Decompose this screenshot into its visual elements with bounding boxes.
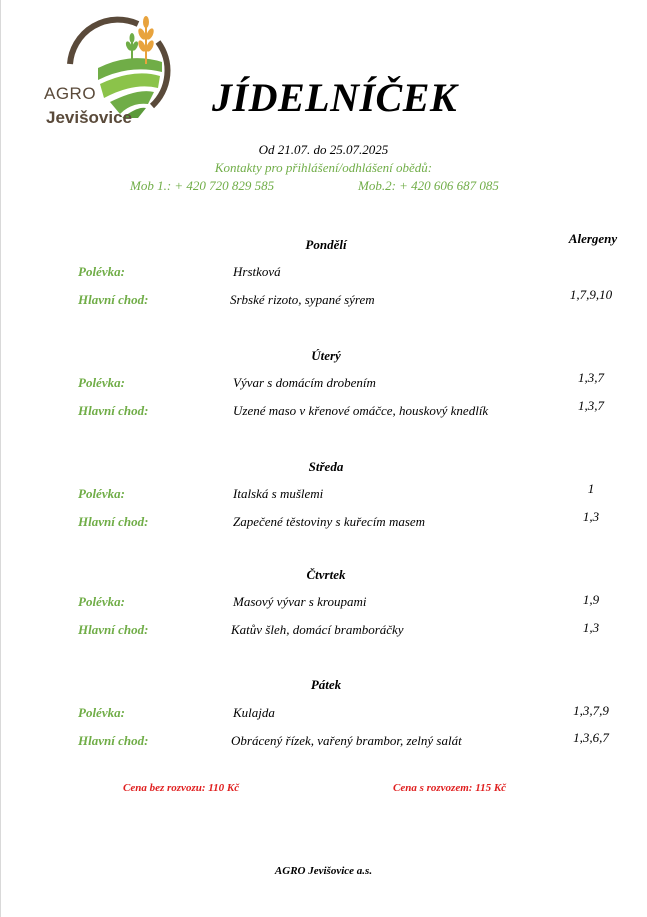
day-heading-friday: Pátek xyxy=(310,677,342,692)
mobile-2: Mob.2: + 420 606 687 085 xyxy=(358,178,499,193)
soup-label: Polévka: xyxy=(78,594,125,609)
main-dish-tuesday: Uzené maso v křenové omáčce, houskový knedlík xyxy=(233,403,489,418)
main-label: Hlavní chod: xyxy=(78,292,149,307)
main-label: Hlavní chod: xyxy=(78,622,149,637)
main-allergens-friday: 1,3,6,7 xyxy=(573,730,609,745)
soup-allergens-tuesday: 1,3,7 xyxy=(578,370,604,385)
page-title: JÍDELNÍČEK xyxy=(212,75,458,120)
contact-heading: Kontakty pro přihlášení/odhlášení obědů: xyxy=(214,160,433,175)
soup-label: Polévka: xyxy=(78,264,125,279)
logo-text-jevisovice: Jevišovice xyxy=(46,108,133,127)
soup-allergens-thursday: 1,9 xyxy=(582,592,600,607)
main-dish-thursday: Katův šleh, domácí bramboráčky xyxy=(231,622,404,637)
main-label: Hlavní chod: xyxy=(78,514,149,529)
day-heading-monday: Pondělí xyxy=(305,237,347,252)
main-allergens-tuesday: 1,3,7 xyxy=(578,398,604,413)
soup-dish-thursday: Masový vývar s kroupami xyxy=(233,594,367,609)
day-heading-tuesday: Úterý xyxy=(311,348,341,363)
main-dish-wednesday: Zapečené těstoviny s kuřecím masem xyxy=(233,514,426,529)
day-heading-wednesday: Středa xyxy=(308,459,344,474)
main-dish-monday: Srbské rizoto, sypané sýrem xyxy=(230,292,375,307)
main-allergens-monday: 1,7,9,10 xyxy=(569,287,613,302)
date-range: Od 21.07. do 25.07.2025 xyxy=(258,142,389,157)
soup-label: Polévka: xyxy=(78,375,125,390)
footer-company: AGRO Jevišovice a.s. xyxy=(274,865,373,877)
soup-dish-friday: Kulajda xyxy=(233,705,275,720)
soup-dish-tuesday: Vývar s domácím drobením xyxy=(233,375,376,390)
soup-dish-monday: Hrstková xyxy=(233,264,281,279)
main-allergens-thursday: 1,3 xyxy=(582,620,600,635)
soup-allergens-wednesday: 1 xyxy=(587,481,595,496)
main-allergens-wednesday: 1,3 xyxy=(582,509,600,524)
price-with-delivery: Cena s rozvozem: 115 Kč xyxy=(393,782,507,794)
allergens-heading: Alergeny xyxy=(568,231,618,246)
page-border xyxy=(0,0,1,917)
soup-dish-wednesday: Italská s mušlemi xyxy=(233,486,324,501)
main-label: Hlavní chod: xyxy=(78,733,149,748)
price-without-delivery: Cena bez rozvozu: 110 Kč xyxy=(123,782,240,794)
soup-label: Polévka: xyxy=(78,705,125,720)
soup-label: Polévka: xyxy=(78,486,125,501)
soup-allergens-friday: 1,3,7,9 xyxy=(573,703,609,718)
mobile-1: Mob 1.: + 420 720 829 585 xyxy=(130,178,275,193)
logo-text-agro: AGRO xyxy=(44,84,97,103)
main-label: Hlavní chod: xyxy=(78,403,149,418)
day-heading-thursday: Čtvrtek xyxy=(306,567,346,582)
main-dish-friday: Obrácený řízek, vařený brambor, zelný salát xyxy=(231,733,462,748)
